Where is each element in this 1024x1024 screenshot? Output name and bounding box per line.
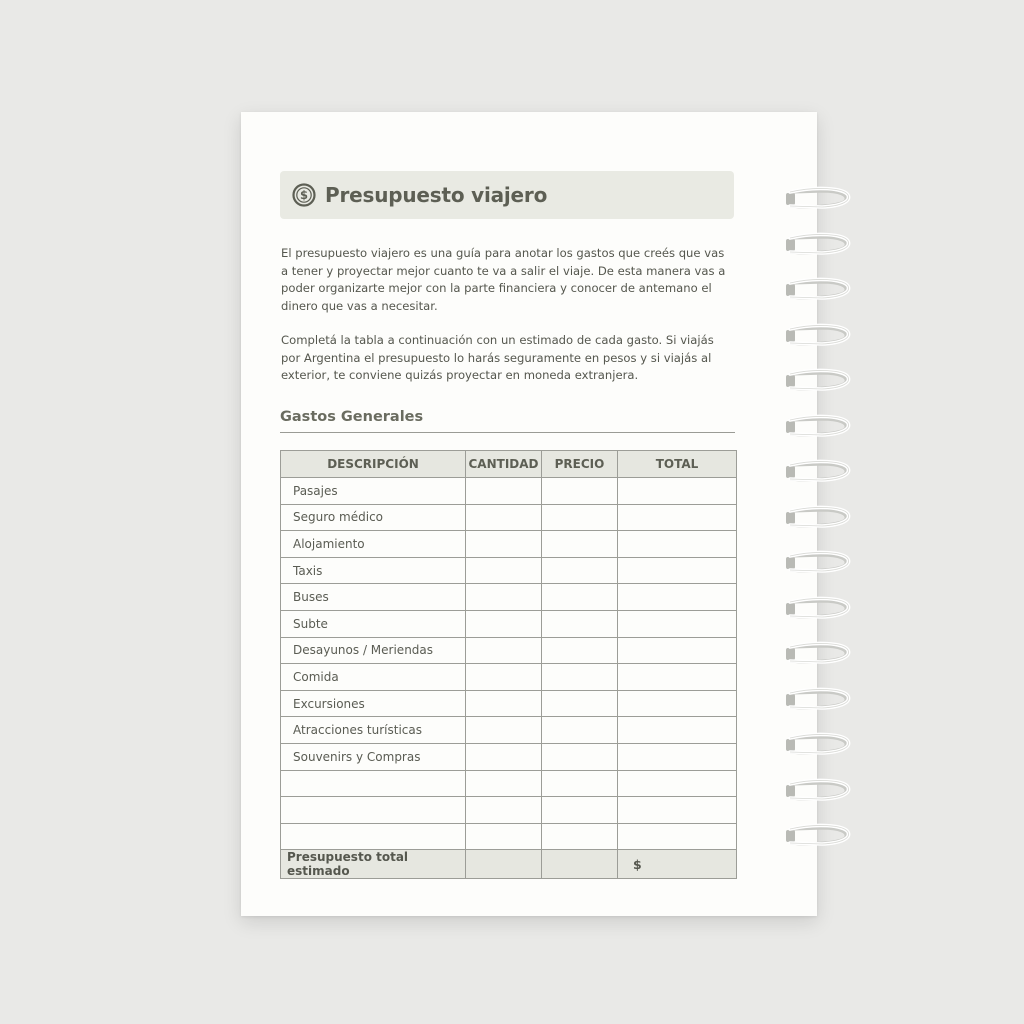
spiral-coil bbox=[782, 592, 854, 626]
total-cantidad-cell bbox=[466, 850, 542, 879]
row-description: Subte bbox=[281, 610, 466, 637]
cantidad-cell[interactable] bbox=[466, 797, 542, 824]
row-description[interactable] bbox=[281, 797, 466, 824]
total-precio-cell bbox=[542, 850, 618, 879]
table-row bbox=[281, 823, 737, 850]
row-description: Alojamiento bbox=[281, 531, 466, 558]
total-cell[interactable] bbox=[618, 770, 737, 797]
spiral-coil bbox=[782, 319, 854, 353]
column-header-precio: PRECIO bbox=[542, 451, 618, 478]
total-cell[interactable] bbox=[618, 717, 737, 744]
table-row bbox=[281, 770, 737, 797]
row-description: Taxis bbox=[281, 557, 466, 584]
table-row bbox=[281, 690, 737, 717]
cantidad-cell[interactable] bbox=[466, 770, 542, 797]
total-label: Presupuesto total estimado bbox=[281, 850, 466, 879]
spiral-coil bbox=[782, 728, 854, 762]
cantidad-cell[interactable] bbox=[466, 478, 542, 505]
total-cell[interactable] bbox=[618, 531, 737, 558]
column-header-total: TOTAL bbox=[618, 451, 737, 478]
row-description: Buses bbox=[281, 584, 466, 611]
total-cell[interactable] bbox=[618, 664, 737, 691]
cantidad-cell[interactable] bbox=[466, 823, 542, 850]
total-cell[interactable] bbox=[618, 797, 737, 824]
spiral-coil bbox=[782, 455, 854, 489]
spiral-coil bbox=[782, 228, 854, 262]
row-description: Seguro médico bbox=[281, 504, 466, 531]
table-row bbox=[281, 531, 737, 558]
row-description[interactable] bbox=[281, 823, 466, 850]
precio-cell[interactable] bbox=[542, 584, 618, 611]
total-cell[interactable] bbox=[618, 823, 737, 850]
precio-cell[interactable] bbox=[542, 823, 618, 850]
table-row bbox=[281, 743, 737, 770]
spiral-coil bbox=[782, 364, 854, 398]
spiral-coil bbox=[782, 273, 854, 307]
precio-cell[interactable] bbox=[542, 743, 618, 770]
spiral-coil bbox=[782, 182, 854, 216]
column-header-cantidad: CANTIDAD bbox=[466, 451, 542, 478]
precio-cell[interactable] bbox=[542, 770, 618, 797]
total-amount-cell[interactable]: $ bbox=[618, 850, 737, 879]
table-row bbox=[281, 557, 737, 584]
table-row bbox=[281, 637, 737, 664]
cantidad-cell[interactable] bbox=[466, 584, 542, 611]
cantidad-cell[interactable] bbox=[466, 610, 542, 637]
table-row bbox=[281, 664, 737, 691]
spiral-binding bbox=[782, 180, 854, 870]
precio-cell[interactable] bbox=[542, 504, 618, 531]
table-row bbox=[281, 478, 737, 505]
spiral-coil bbox=[782, 774, 854, 808]
table-row bbox=[281, 717, 737, 744]
spiral-coil bbox=[782, 637, 854, 671]
total-cell[interactable] bbox=[618, 637, 737, 664]
table-row bbox=[281, 584, 737, 611]
total-cell[interactable] bbox=[618, 504, 737, 531]
cantidad-cell[interactable] bbox=[466, 637, 542, 664]
table-row bbox=[281, 610, 737, 637]
title-bar bbox=[280, 171, 734, 219]
precio-cell[interactable] bbox=[542, 531, 618, 558]
precio-cell[interactable] bbox=[542, 478, 618, 505]
cantidad-cell[interactable] bbox=[466, 717, 542, 744]
precio-cell[interactable] bbox=[542, 610, 618, 637]
table-header-row bbox=[281, 451, 737, 478]
total-row bbox=[281, 850, 737, 879]
budget-table bbox=[280, 450, 737, 879]
intro-paragraph-1: El presupuesto viajero es una guía para anotar los gastos que creés que vas a tener y proyectar mejor cuanto te va a salir el viaje. De esta manera vas a poder organizarte mejor con la parte financiera y conocer de antemano el dinero que vas a necesitar. bbox=[281, 246, 726, 313]
section-divider bbox=[280, 432, 735, 433]
svg-text:$: $ bbox=[299, 188, 309, 203]
cantidad-cell[interactable] bbox=[466, 743, 542, 770]
row-description[interactable] bbox=[281, 770, 466, 797]
dollar-circle-icon bbox=[292, 183, 316, 207]
section-title: Gastos Generales bbox=[280, 409, 424, 425]
cantidad-cell[interactable] bbox=[466, 504, 542, 531]
row-description: Desayunos / Meriendas bbox=[281, 637, 466, 664]
notebook-page bbox=[241, 112, 817, 916]
cantidad-cell[interactable] bbox=[466, 664, 542, 691]
precio-cell[interactable] bbox=[542, 717, 618, 744]
cantidad-cell[interactable] bbox=[466, 557, 542, 584]
page-title: Presupuesto viajero bbox=[325, 183, 548, 207]
total-cell[interactable] bbox=[618, 610, 737, 637]
cantidad-cell[interactable] bbox=[466, 531, 542, 558]
spiral-coil bbox=[782, 683, 854, 717]
spiral-coil bbox=[782, 410, 854, 444]
total-cell[interactable] bbox=[618, 743, 737, 770]
row-description: Souvenirs y Compras bbox=[281, 743, 466, 770]
precio-cell[interactable] bbox=[542, 690, 618, 717]
row-description: Atracciones turísticas bbox=[281, 717, 466, 744]
row-description: Comida bbox=[281, 664, 466, 691]
intro-paragraph-2: Completá la tabla a continuación con un estimado de cada gasto. Si viajás por Argentina el presupuesto lo harás seguramente en pesos y si viajás al exterior, te conviene quizás proyectar en moneda extranjera. bbox=[281, 333, 714, 383]
table-row bbox=[281, 797, 737, 824]
precio-cell[interactable] bbox=[542, 557, 618, 584]
row-description: Excursiones bbox=[281, 690, 466, 717]
column-header-descripcion: DESCRIPCIÓN bbox=[281, 451, 466, 478]
total-cell[interactable] bbox=[618, 584, 737, 611]
total-cell[interactable] bbox=[618, 557, 737, 584]
precio-cell[interactable] bbox=[542, 637, 618, 664]
total-cell[interactable] bbox=[618, 690, 737, 717]
spiral-coil bbox=[782, 501, 854, 535]
spiral-coil bbox=[782, 819, 854, 853]
total-cell[interactable] bbox=[618, 478, 737, 505]
cantidad-cell[interactable] bbox=[466, 690, 542, 717]
row-description: Pasajes bbox=[281, 478, 466, 505]
precio-cell[interactable] bbox=[542, 664, 618, 691]
precio-cell[interactable] bbox=[542, 797, 618, 824]
spiral-coil bbox=[782, 546, 854, 580]
table-row bbox=[281, 504, 737, 531]
